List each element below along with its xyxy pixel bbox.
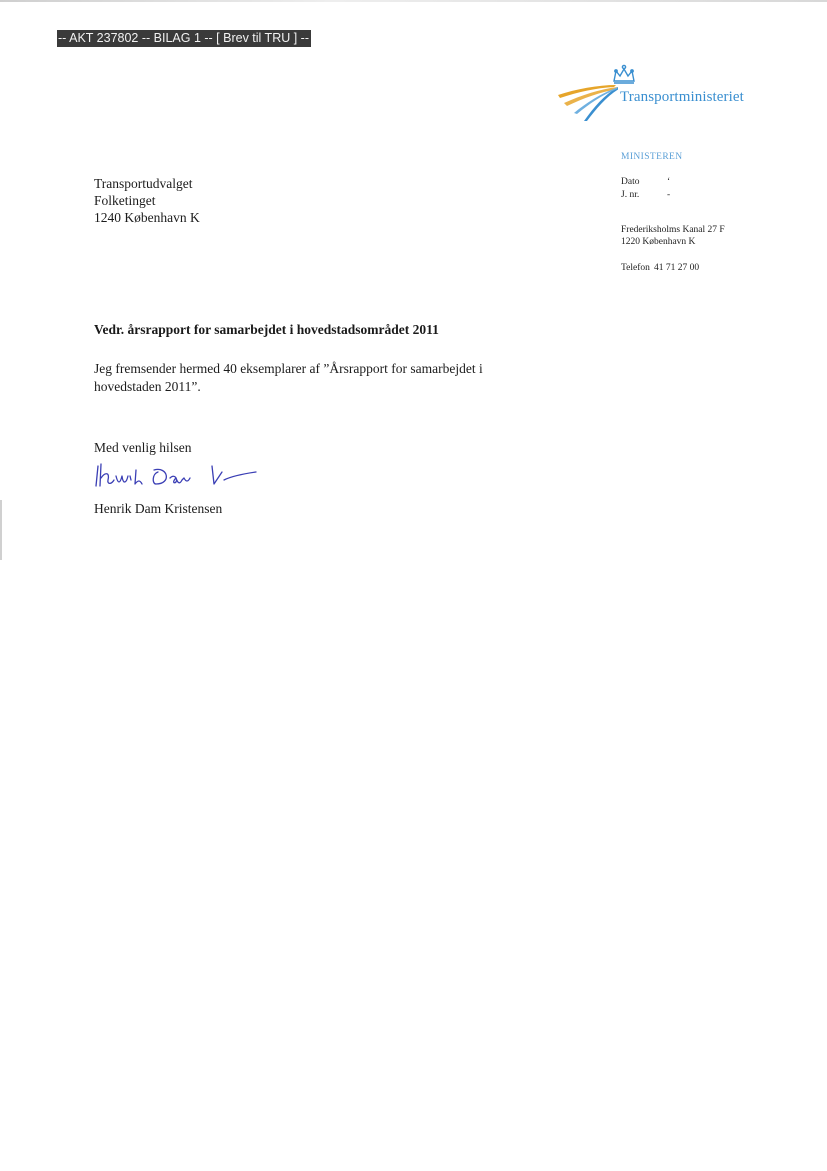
date-label: Dato [621,177,640,187]
jnr-row [621,189,811,202]
signer-name: Henrik Dam Kristensen [94,501,223,516]
closing-phrase: Med venlig hilsen [94,440,192,455]
logo-text: Transportministeriet [620,89,744,105]
date-row [621,176,811,189]
address-line-city: 1220 København K [621,237,696,247]
phone-label: Telefon [621,263,650,273]
ministry-logo [556,63,776,125]
sender-title: MINISTEREN [621,152,683,162]
sender-address [621,224,811,248]
signature-image [92,458,267,492]
document-id-banner: -- AKT 237802 -- BILAG 1 -- [ Brev til TRU ] -- [58,31,309,45]
address-line-street: Frederiksholms Kanal 27 F [621,225,725,235]
phone-row [621,263,811,273]
handwritten-signature [92,458,267,497]
phone-value: 41 71 27 00 [654,263,700,273]
scan-edge-left [0,500,2,560]
letter-body [94,360,554,396]
body-line-2: hovedstaden 2011”. [94,379,201,394]
letter-subject: Vedr. årsrapport for samarbejdet i hovedstadsområdet 2011 [94,322,439,337]
recipient-line-2: Folketinget [94,193,156,208]
jnr-value: - [667,190,671,200]
recipient-line-3: 1240 København K [94,210,200,225]
recipient-address [94,175,200,226]
date-value: ‘ [667,177,671,187]
jnr-label: J. nr. [621,190,640,200]
sender-info-panel [621,152,811,273]
body-line-1: Jeg fremsender hermed 40 eksemplarer af ”Årsrapport for samarbejdet i [94,361,483,376]
scan-edge-top [0,0,827,2]
recipient-line-1: Transportudvalget [94,176,193,191]
